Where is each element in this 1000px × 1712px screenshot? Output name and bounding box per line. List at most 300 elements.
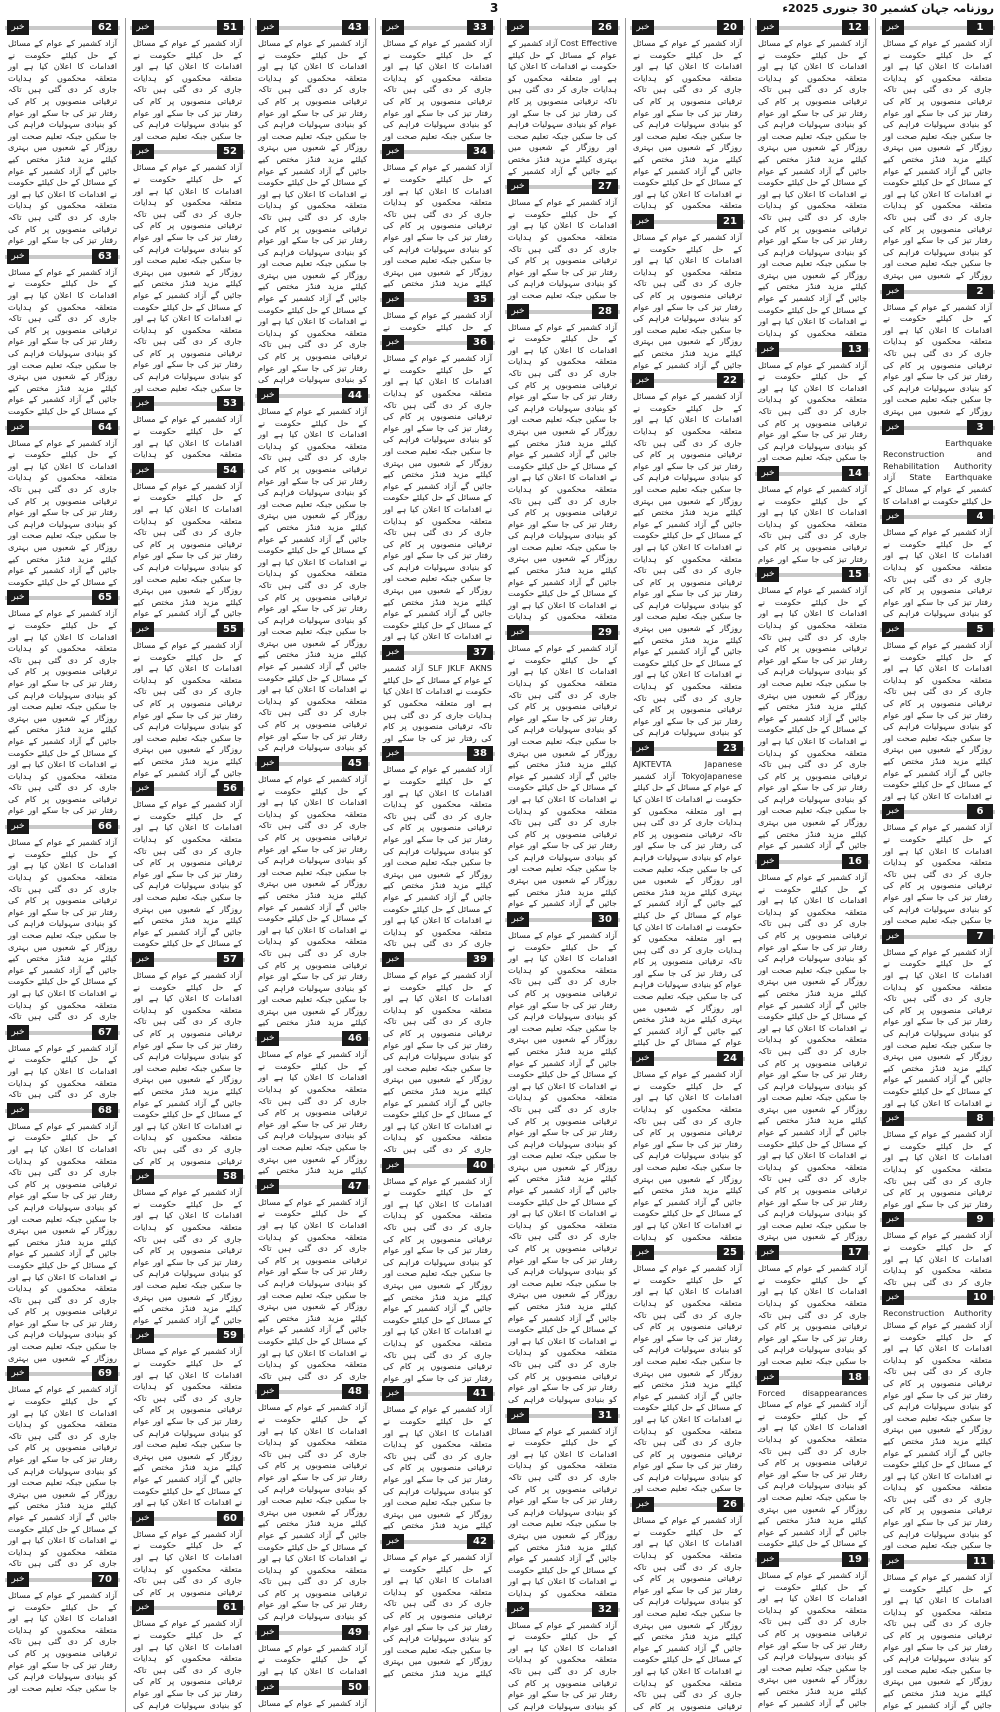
news-item-number: 24 [717,1051,743,1066]
news-item [130,620,245,779]
news-item-number: 68 [92,1103,118,1118]
news-item-number: 59 [217,1328,243,1343]
news-item-number: 18 [842,1370,868,1385]
section-mark-icon: خبر [507,1602,529,1617]
news-item [130,1509,245,1599]
news-item-body: آزاد کشمیر کے عوام کے مسائل کے حل کیلئے حکومت نے اقدامات کا اعلان کیا ہے اور متعلقہ محکموں کو ہدایات جاری کر دی گئی ہیں تاکہ ترقیاتی منصوبوں پر کام کی [133,1528,242,1597]
news-item-number: 11 [967,1554,993,1569]
news-item-number: 9 [967,1212,993,1227]
news-item-number: 55 [217,622,243,637]
news-item-number: 46 [342,1031,368,1046]
section-mark-icon: خبر [257,1384,279,1399]
news-item-number: 53 [217,396,243,411]
news-item-body: آزاد کشمیر کے عوام کے مسائل کے حل کیلئے حکومت نے اقدامات کا اعلان کیا ہے اور متعلقہ محکموں کو ہدایات جاری کر دی گئی ہیں تاکہ ترقیاتی منصوبوں پر کام کی رفتار تیز کی جا سکے اور عوام کو بنیادی سہولیات فراہم کی جا سکیں جبکہ تعلیم صحت اور [133,38,242,141]
section-mark-icon: خبر [257,756,279,771]
news-item-header [5,420,120,435]
news-item-number: 33 [467,20,493,35]
news-item-header [130,1328,245,1343]
news-item [380,333,495,643]
page-number: 3 [490,1,499,15]
news-item-header [505,1602,620,1617]
section-mark-icon: خبر [507,179,529,194]
news-item-number: 19 [842,1552,868,1567]
news-item [130,461,245,620]
news-item-header [505,625,620,640]
news-item-number: 20 [717,20,743,35]
news-item-body: آزاد کشمیر کے عوام کے مسائل کے حل کیلئے حکومت نے اقدامات کا اعلان کیا ہے اور متعلقہ محکموں کو ہدایات جاری کر دی گئی ہیں تاکہ ترقیاتی منصوبوں پر کام کی رفتار تیز کی جا سکے اور عوام کو بنیادی سہولیات فراہم کی جا سکیں جبکہ تعلیم صحت اور [8,1590,117,1693]
news-item-header [630,741,745,756]
news-item [505,177,620,301]
section-mark-icon: خبر [7,1572,29,1587]
news-item-number: 7 [967,929,993,944]
news-item [5,247,120,418]
news-column [130,18,245,1712]
news-item-body: آزاد کشمیر کے عوام کے مسائل کے حل کیلئے حکومت نے اقدامات کا اعلان کیا ہے اور متعلقہ محکموں کو ہدایات جاری کر دی گئی ہیں تاکہ ترقیاتی منصوبوں پر کام کی رفتار تیز کی جا سکے اور عوام کو بنیادی سہولیات فراہم کی جا سکیں جبکہ تعلیم صحت اور روزگار کے شعبوں میں بہتری کیلئے مزید فنڈز مختص کیے جائیں گے آزاد کشمیر کے عوام [133,480,242,619]
news-item-number: 16 [842,854,868,869]
news-item [880,18,995,282]
section-mark-icon: خبر [757,1370,779,1385]
news-item [5,18,120,247]
section-mark-icon: خبر [757,854,779,869]
column-divider [125,18,126,1712]
news-item-header [130,622,245,637]
section-mark-icon: خبر [382,746,404,761]
news-column [505,18,620,1712]
news-item-number: 28 [592,304,618,319]
news-item-header [255,1384,370,1399]
news-item [130,1167,245,1326]
news-item [880,418,995,508]
section-mark-icon: خبر [382,292,404,307]
news-item [880,620,995,802]
section-mark-icon: خبر [257,1625,279,1640]
section-mark-icon: خبر [132,1169,154,1184]
section-mark-icon: خبر [382,1158,404,1173]
news-item-body: آزاد کشمیر کے عوام کے مسائل کے حل کیلئے حکومت نے اقدامات کا اعلان کیا ہے اور متعلقہ محکموں کو ہدایات جاری کر دی گئی ہیں تاکہ ترقیاتی منصوبوں پر کام کی رفتار تیز کی جا سکے اور عوام کو بنیادی سہولیات فراہم کی جا سکیں جبکہ تعلیم صحت اور روزگار کے شعبوں میں بہتری کیلئے مزید فنڈز مختص کیے جائیں گے آزاد کشمیر کے عوام کے مسائل کے حل کیلئے حکومت نے اقدامات کا اعلان کیا ہے اور متعلقہ محکموں کو ہدایات جاری کر دی گئی ہیں تاکہ ترقیاتی منصوبوں پر کام کی رفتار تیز کی جا سکے اور عوام [383,1175,492,1383]
column-divider [625,18,626,1712]
news-item-body: آزاد کشمیر کے عوام کے مسائل کے حل کیلئے حکومت نے اقدامات کا اعلان کیا ہے اور متعلقہ محکموں کو ہدایات جاری کر دی گئی ہیں تاکہ ترقیاتی منصوبوں پر کام کی رفتار تیز کی جا سکے اور عوام کو بنیادی سہولیات فراہم کی جا سکیں جبکہ تعلیم صحت اور روزگار کے شعبوں میں بہتری کیلئے مزید فنڈز مختص کیے جائیں گے آزاد کشمیر کے عوام کے مسائل کے حل کیلئے حکومت نے اقدامات کا اعلان کیا ہے اور متعلقہ محکموں کو ہدایات جاری کر دی گئی ہیں تاکہ ترقیاتی منصوبوں پر کام کی رفتار تیز کی جا سکے اور عوام کو بنیادی سہولیات فراہم کی جا سکیں جبکہ تعلیم صحت اور روزگار کے شعبوں میں بہتری کیلئے مزید فنڈز مختص کیے جائیں گے آزاد کشمیر کے عوام کے مسائل کے حل کیلئے حکومت نے اقدامات کا اعلان کیا ہے اور متعلقہ محکموں کو ہدایات [758,38,867,338]
news-item-header [880,1290,995,1305]
news-item-number: 1 [967,20,993,35]
news-item-number: 26 [592,20,618,35]
news-item-header [130,952,245,967]
news-item-number: 22 [717,373,743,388]
news-item [505,1600,620,1712]
news-item [880,1210,995,1288]
section-mark-icon: خبر [382,1386,404,1401]
news-item [630,1243,745,1495]
news-item-body: Cost Effective آزاد کشمیر کے عوام کے مسائل کے حل کیلئے حکومت نے اقدامات کا اعلان کیا ہے اور متعلقہ محکموں کو ہدایات جاری کر دی گئی ہیں تاکہ ترقیاتی منصوبوں پر کام کی رفتار تیز کی جا سکے اور عوام کو بنیادی سہولیات فراہم کی جا سکیں جبکہ تعلیم صحت اور روزگار کے شعبوں میں بہتری کیلئے مزید فنڈز مختص کیے جائیں گے آزاد کشمیر کے [508,38,617,176]
section-mark-icon: خبر [132,396,154,411]
section-mark-icon: خبر [632,1051,654,1066]
section-mark-icon: خبر [507,1408,529,1423]
news-item [255,18,370,386]
news-item-number: 25 [717,1245,743,1260]
news-item-header [380,1534,495,1549]
news-item [255,1382,370,1622]
news-item-header [380,1386,495,1401]
news-item-body: آزاد کشمیر کے عوام کے مسائل کے حل کیلئے حکومت نے اقدامات کا اعلان کیا ہے اور متعلقہ محکموں کو ہدایات جاری کر دی گئی ہیں تاکہ ترقیاتی منصوبوں پر کام کی رفتار تیز کی جا سکے اور عوام کو بنیادی سہولیات فراہم کی جا سکیں جبکہ تعلیم صحت اور روزگار کے شعبوں میں بہتری کیلئے مزید فنڈز مختص کیے جائیں گے آزاد کشمیر کے عوام کے مسائل کے حل کیلئے حکومت نے اقدامات کا اعلان کیا ہے اور متعلقہ محکموں کو ہدایات جاری کر دی گئی ہیں تاکہ [383,764,492,949]
news-item [130,1326,245,1508]
section-mark-icon: خبر [757,1552,779,1567]
news-item-number: 66 [92,819,118,834]
news-item-header [880,622,995,637]
section-mark-icon: خبر [382,952,404,967]
news-item [505,1406,620,1600]
section-mark-icon: خبر [882,1111,904,1126]
news-item-number: 61 [217,1600,243,1615]
column-divider [375,18,376,1712]
news-item-number: 12 [842,20,868,35]
news-item-body: آزاد کشمیر کے عوام کے مسائل کے حل کیلئے حکومت نے اقدامات کا اعلان کیا ہے اور متعلقہ محکموں کو ہدایات جاری کر دی گئی ہیں تاکہ ترقیاتی منصوبوں پر کام کی رفتار تیز کی جا سکے اور عوام کو بنیادی سہولیات فراہم کی جا سکیں جبکہ تعلیم صحت اور روزگار کے شعبوں میں بہتری کیلئے مزید فنڈز مختص کیے جائیں گے آزاد کشمیر کے عوام کے مسائل کے حل کیلئے حکومت نے اقدامات کا اعلان کیا ہے اور متعلقہ محکموں کو ہدایات جاری کر دی گئی ہیں تاکہ [258,1196,367,1381]
news-item-body: آزاد کشمیر کے عوام کے مسائل کے حل کیلئے حکومت نے اقدامات کا اعلان کیا ہے اور متعلقہ محکموں کو ہدایات جاری کر دی گئی ہیں تاکہ ترقیاتی منصوبوں پر کام کی رفتار تیز کی جا سکے اور عوام کو بنیادی سہولیات فراہم کی جا سکیں جبکہ تعلیم صحت اور [883,822,992,926]
news-item-number: 5 [967,622,993,637]
news-item [255,1029,370,1177]
news-item-header [630,214,745,229]
news-column [255,18,370,1712]
news-item-header [5,1572,120,1587]
news-item-body: آزاد کشمیر کے عوام کے مسائل کے حل کیلئے حکومت نے اقدامات کا اعلان کیا ہے اور متعلقہ محکموں کو ہدایات جاری کر دی گئی ہیں تاکہ ترقیاتی منصوبوں پر کام کی رفتار تیز کی جا سکے اور عوام کو بنیادی سہولیات فراہم کی جا سکیں جبکہ تعلیم صحت اور روزگار کے شعبوں میں بہتری کیلئے مزید فنڈز مختص کیے جائیں گے آزاد کشمیر کے عوام کے مسائل کے حل کیلئے حکومت نے اقدامات کا اعلان کیا ہے اور متعلقہ محکموں کو ہدایات جاری کر دی گئی ہیں تاکہ ترقیاتی منصوبوں پر کام کی رفتار تیز کی جا سکے اور عوام کو بنیادی سہولیات فراہم کی جا سکیں جبکہ تعلیم صحت اور [133,162,242,393]
section-mark-icon: خبر [632,741,654,756]
news-item-header [5,1025,120,1040]
section-mark-icon: خبر [7,1103,29,1118]
section-mark-icon: خبر [757,1245,779,1260]
news-item-number: 38 [467,746,493,761]
section-mark-icon: خبر [132,1600,154,1615]
section-mark-icon: خبر [757,342,779,357]
news-item-header [130,396,245,411]
section-mark-icon: خبر [7,590,29,605]
news-item-body: آزاد کشمیر کے عوام کے مسائل کے حل کیلئے حکومت نے اقدامات کا اعلان کیا ہے اور متعلقہ محکموں کو ہدایات جاری کر دی گئی ہیں تاکہ ترقیاتی منصوبوں پر کام کی رفتار تیز کی جا سکے اور عوام کو بنیادی سہولیات فراہم کی جا سکیں جبکہ تعلیم صحت اور روزگار کے شعبوں میں بہتری کیلئے مزید فنڈز مختص کیے جائیں گے آزاد کشمیر کے عوام کے مسائل کے حل کیلئے حکومت نے اقدامات کا اعلان کیا ہے اور متعلقہ محکموں کو ہدایات جاری کر دی گئی ہیں تاکہ ترقیاتی منصوبوں پر کام کی [633,1515,742,1711]
news-item-body: آزاد کشمیر کے عوام کے مسائل کے حل کیلئے حکومت نے اقدامات کا اعلان کیا ہے اور متعلقہ محکموں کو ہدایات جاری کر دی گئی ہیں تاکہ ترقیاتی منصوبوں پر کام کی رفتار تیز کی جا سکے اور عوام کو بنیادی سہولیات فراہم کی جا سکیں جبکہ تعلیم صحت اور روزگار کے شعبوں میں بہتری کیلئے مزید فنڈز مختص کیے جائیں گے آزاد کشمیر کے عوام کے مسائل کے حل کیلئے حکومت نے اقدامات کا اعلان کیا ہے اور متعلقہ محکموں کو ہدایات [508,1425,617,1598]
section-mark-icon: خبر [7,819,29,834]
news-item-number: 10 [967,1290,993,1305]
news-item-number: 45 [342,756,368,771]
section-mark-icon: خبر [132,463,154,478]
news-item-number: 69 [92,1366,118,1381]
section-mark-icon: خبر [882,284,904,299]
news-item [130,394,245,460]
section-mark-icon: خبر [7,1025,29,1040]
news-item-header [630,1245,745,1260]
news-item-body: Earthquake Reconstruction and Rehabilitation Authority State Earthquake آزاد کشمیر کے عوام کے مسائل کے حل کیلئے حکومت نے اقدامات کا [883,437,992,506]
news-item [130,1598,245,1712]
news-item [255,386,370,754]
section-mark-icon: خبر [132,952,154,967]
news-item [5,588,120,817]
news-column [755,18,870,1712]
news-item-header [255,1625,370,1640]
news-item [130,779,245,950]
news-item-number: 36 [467,335,493,350]
news-item-header [880,20,995,35]
news-item [130,950,245,1167]
news-item-body: آزاد کشمیر کے عوام کے مسائل کے حل کیلئے حکومت نے اقدامات کا اعلان کیا ہے اور متعلقہ محکموں کو ہدایات جاری کر دی گئی ہیں تاکہ ترقیاتی منصوبوں پر کام کی رفتار تیز کی جا سکے اور عوام کو بنیادی سہولیات فراہم کی [133,1618,242,1710]
news-item-body: آزاد کشمیر کے عوام کے مسائل کے حل کیلئے حکومت نے اقدامات کا اعلان کیا ہے اور متعلقہ محکموں کو ہدایات جاری کر دی گئی ہیں تاکہ ترقیاتی منصوبوں پر کام کی رفتار تیز کی جا سکے اور عوام کو بنیادی سہولیات فراہم کی [508,1619,617,1711]
news-item-body: آزاد کشمیر کے عوام کے مسائل کے حل کیلئے حکومت نے اقدامات کا اعلان کیا ہے اور متعلقہ محکموں کو ہدایات جاری کر دی گئی ہیں تاکہ ترقیاتی منصوبوں پر کام کی رفتار تیز کی جا سکے اور عوام کو بنیادی سہولیات فراہم کی جا سکیں جبکہ تعلیم صحت اور روزگار کے شعبوں میں بہتری کیلئے مزید فنڈز مختص کیے جائیں گے آزاد کشمیر کے عوام کے مسائل کے حل کیلئے حکومت نے اقدامات کا اعلان کیا ہے اور متعلقہ محکموں کو ہدایات جاری کر دی گئی ہیں تاکہ ترقیاتی منصوبوں پر کام کی رفتار تیز کی جا سکے اور عوام [8,608,117,816]
news-column [380,18,495,1712]
news-item-header [130,144,245,159]
section-mark-icon: خبر [632,373,654,388]
news-item-header [130,463,245,478]
news-item [755,340,870,464]
news-item-header [755,20,870,35]
news-column [5,18,120,1712]
news-item-header [5,1366,120,1381]
news-item [255,1623,370,1678]
section-mark-icon: خبر [382,20,404,35]
news-item-body: Forced disappearances آزاد کشمیر کے عوام کے مسائل کے حل کیلئے حکومت نے اقدامات کا اعلان کیا ہے اور متعلقہ محکموں کو ہدایات جاری کر دی گئی ہیں تاکہ ترقیاتی منصوبوں پر کام کی رفتار تیز کی جا سکے اور عوام کو بنیادی سہولیات فراہم کی جا سکیں جبکہ تعلیم صحت اور روزگار کے شعبوں میں بہتری کیلئے مزید فنڈز مختص کیے جائیں گے آزاد کشمیر کے عوام کے مسائل کے حل کیلئے حکومت [758,1387,867,1549]
news-item [130,18,245,142]
news-item [630,371,745,739]
news-item [380,1532,495,1680]
news-item-number: 31 [592,1408,618,1423]
news-item-number: 52 [217,144,243,159]
news-item-header [505,179,620,194]
news-item-number: 17 [842,1245,868,1260]
news-item-body: آزاد کشمیر کے عوام کے مسائل کے حل کیلئے حکومت نے اقدامات کا اعلان کیا ہے اور متعلقہ محکموں کو ہدایات جاری کر دی گئی ہیں تاکہ ترقیاتی منصوبوں پر کام کی رفتار تیز کی جا سکے اور عوام کو بنیادی سہولیات فراہم کی جا سکیں جبکہ تعلیم صحت اور روزگار کے شعبوں میں بہتری کیلئے مزید فنڈز مختص کیے [383,162,492,289]
news-columns [0,18,1000,1712]
news-item-body: آزاد کشمیر کے عوام کے مسائل کے حل کیلئے حکومت نے اقدامات کا اعلان کیا ہے اور متعلقہ محکموں کو ہدایات جاری کر دی گئی ہیں تاکہ ترقیاتی منصوبوں پر کام کی رفتار تیز کی جا سکے اور عوام کو بنیادی سہولیات فراہم کی جا سکیں جبکہ تعلیم صحت اور روزگار کے شعبوں میں بہتری کیلئے مزید فنڈز مختص کیے جائیں گے آزاد کشمیر کے عوام کے مسائل کے حل کیلئے حکومت نے اقدامات کا اعلان کیا ہے اور متعلقہ محکموں کو ہدایات جاری کر دی گئی ہیں تاکہ ترقیاتی منصوبوں پر کام کی [133,970,242,1166]
news-item-body: آزاد کشمیر کے عوام کے مسائل کے حل کیلئے حکومت نے اقدامات کا اعلان کیا ہے اور متعلقہ محکموں کو ہدایات جاری کر دی گئی ہیں تاکہ ترقیاتی منصوبوں پر کام کی رفتار تیز کی جا سکے اور عوام کو بنیادی سہولیات فراہم کی جا سکیں جبکہ تعلیم صحت اور [758,359,867,463]
news-item [380,744,495,950]
news-item-number: 64 [92,420,118,435]
news-item-number: 54 [217,463,243,478]
page-header [0,0,1000,20]
news-item-number: 32 [592,1602,618,1617]
news-item-body: آزاد کشمیر کے عوام کے مسائل کے حل کیلئے حکومت نے اقدامات کا اعلان کیا ہے اور متعلقہ محکموں کو ہدایات جاری کر دی گئی ہیں تاکہ ترقیاتی منصوبوں پر کام کی رفتار تیز کی جا سکے اور عوام کو بنیادی سہولیات فراہم کی جا سکیں جبکہ تعلیم صحت اور روزگار کے شعبوں میں بہتری کیلئے مزید فنڈز مختص کیے [258,1049,367,1176]
section-mark-icon: خبر [132,622,154,637]
news-item-body: آزاد کشمیر کے عوام کے مسائل کے حل کیلئے حکومت نے اقدامات کا اعلان کیا ہے اور متعلقہ محکموں کو ہدایات جاری کر دی گئی ہیں تاکہ ترقیاتی منصوبوں پر کام کی رفتار تیز کی جا سکے اور عوام کو بنیادی سہولیات فراہم کی [883,527,992,619]
news-item-number: 23 [717,741,743,756]
section-mark-icon: خبر [882,1290,904,1305]
news-item-header [255,388,370,403]
news-item-number: 58 [217,1169,243,1184]
news-item-body: آزاد کشمیر کے عوام کے مسائل کے حل کیلئے حکومت نے اقدامات کا اعلان کیا ہے اور متعلقہ محکموں کو ہدایات جاری کر دی گئی ہیں تاکہ ترقیاتی منصوبوں پر کام کی رفتار تیز کی جا سکے اور عوام کو بنیادی سہولیات فراہم کی جا سکیں جبکہ تعلیم صحت اور روزگار کے شعبوں میں بہتری کیلئے مزید فنڈز مختص کیے جائیں گے آزاد کشمیر کے عوام [758,1570,867,1708]
section-mark-icon: خبر [7,249,29,264]
section-mark-icon: خبر [257,20,279,35]
news-item-header [130,1511,245,1526]
news-item-header [880,420,995,435]
section-mark-icon: خبر [632,1497,654,1512]
news-item [380,643,495,744]
news-item-number: 39 [467,952,493,967]
news-item-header [5,1103,120,1118]
section-mark-icon: خبر [132,1328,154,1343]
news-item [255,754,370,1029]
section-mark-icon: خبر [757,466,779,481]
section-mark-icon: خبر [132,20,154,35]
section-mark-icon: خبر [882,1212,904,1227]
section-mark-icon: خبر [382,645,404,660]
news-item-body: آزاد کشمیر کے عوام کے مسائل کے حل کیلئے حکومت نے اقدامات کا اعلان کیا ہے اور متعلقہ محکموں کو ہدایات جاری کر دی گئی ہیں تاکہ ترقیاتی منصوبوں پر کام کی رفتار تیز کی جا سکے اور عوام کو بنیادی سہولیات فراہم کی جا سکیں جبکہ تعلیم صحت اور روزگار کے شعبوں میں بہتری کیلئے مزید فنڈز مختص کیے جائیں گے آزاد کشمیر کے عوام کے مسائل کے حل کیلئے حکومت نے اقدامات کا اعلان کیا ہے اور متعلقہ محکموں کو ہدایات جاری کر دی گئی ہیں تاکہ ترقیاتی منصوبوں پر کام کی رفتار تیز کی جا سکے اور عوام کو بنیادی سہولیات فراہم کی جا سکیں جبکہ تعلیم صحت اور روزگار کے شعبوں میں بہتری کیلئے مزید فنڈز مختص کیے جائیں گے آزاد کشمیر کے عوام کے مسائل کے حل کیلئے حکومت نے اقدامات کا اعلان کیا ہے اور متعلقہ محکموں کو ہدایات جاری کر دی گئی ہیں تاکہ ترقیاتی منصوبوں پر کام کی رفتار تیز کی جا سکے اور عوام کو بنیادی سہولیات فراہم کی [633,391,742,738]
news-item [630,212,745,371]
news-item-header [505,912,620,927]
section-mark-icon: خبر [882,420,904,435]
news-item-body: آزاد کشمیر کے عوام کے مسائل کے حل کیلئے حکومت نے اقدامات کا اعلان کیا ہے اور متعلقہ محکموں کو ہدایات جاری کر دی گئی ہیں تاکہ [883,1230,992,1287]
news-item-body: آزاد کشمیر کے عوام کے مسائل کے حل کیلئے حکومت نے اقدامات کا اعلان کیا ہے اور متعلقہ محکموں کو ہدایات جاری کر دی گئی ہیں تاکہ ترقیاتی منصوبوں پر کام کی رفتار تیز کی جا سکے اور عوام کو بنیادی سہولیات فراہم کی جا سکیں جبکہ تعلیم صحت اور روزگار کے شعبوں میں بہتری کیلئے مزید فنڈز مختص کیے [383,1404,492,1531]
news-item-header [755,567,870,582]
news-item-header [880,1554,995,1569]
news-item-body: Reconstruction Authority آزاد کشمیر کے عوام کے مسائل کے حل کیلئے حکومت نے اقدامات کا اعلان کیا ہے اور متعلقہ محکموں کو ہدایات جاری کر دی گئی ہیں تاکہ ترقیاتی منصوبوں پر کام کی رفتار تیز کی جا سکے اور عوام کو بنیادی سہولیات فراہم کی جا سکیں جبکہ تعلیم صحت اور روزگار کے شعبوں میں بہتری کیلئے مزید فنڈز مختص کیے جائیں گے آزاد کشمیر کے عوام کے مسائل کے حل کیلئے حکومت نے اقدامات کا اعلان کیا ہے اور متعلقہ محکموں کو ہدایات جاری کر دی گئی ہیں تاکہ ترقیاتی منصوبوں پر کام کی رفتار تیز کی جا سکے اور عوام کو بنیادی سہولیات فراہم کی جا سکیں جبکہ تعلیم صحت اور [883,1308,992,1551]
masthead: روزنامہ جہان کشمیر 30 جنوری 2025ء [782,2,994,15]
news-column [880,18,995,1712]
news-item-body: آزاد کشمیر کے عوام کے مسائل کے حل کیلئے حکومت نے اقدامات کا اعلان کیا ہے اور متعلقہ محکموں کو ہدایات جاری کر دی گئی ہیں تاکہ ترقیاتی منصوبوں پر کام کی رفتار تیز کی جا سکے اور عوام کو بنیادی سہولیات فراہم کی جا سکیں جبکہ تعلیم صحت اور روزگار کے شعبوں میں بہتری کیلئے مزید فنڈز مختص کیے جائیں گے آزاد کشمیر کے عوام کے مسائل کے حل کیلئے حکومت نے اقدامات کا اعلان کیا ہے اور [883,640,992,801]
section-mark-icon: خبر [882,20,904,35]
news-item [5,817,120,1023]
column-divider [875,18,876,1712]
news-item-number: 57 [217,952,243,967]
news-item-number: 27 [592,179,618,194]
news-item-header [380,952,495,967]
news-item-number: 67 [92,1025,118,1040]
news-item-number: 41 [467,1386,493,1401]
news-item-body: آزاد کشمیر کے عوام کے مسائل کے حل کیلئے حکومت نے اقدامات کا اعلان کیا ہے اور متعلقہ محکموں کو ہدایات جاری کر دی گئی ہیں تاکہ ترقیاتی منصوبوں پر کام کی رفتار تیز کی جا سکے اور عوام کو بنیادی سہولیات فراہم کی جا سکیں جبکہ تعلیم صحت اور روزگار کے شعبوں میں بہتری کیلئے مزید فنڈز مختص کیے جائیں گے آزاد کشمیر کے عوام [633,232,742,370]
news-item [380,1156,495,1385]
column-divider [250,18,251,1712]
news-item-number: 47 [342,1179,368,1194]
section-mark-icon: خبر [757,567,779,582]
news-item-number: 6 [967,804,993,819]
news-item-header [630,1051,745,1066]
news-item-header [880,284,995,299]
column-divider [750,18,751,1712]
news-item-body: آزاد کشمیر کے عوام کے مسائل کے حل کیلئے حکومت نے اقدامات کا اعلان کیا ہے اور متعلقہ محکموں کو ہدایات جاری کر دی گئی ہیں تاکہ ترقیاتی منصوبوں پر کام کی رفتار تیز کی جا سکے اور عوام کو بنیادی سہولیات فراہم کی جا سکیں جبکہ تعلیم صحت اور روزگار کے شعبوں میں بہتری کیلئے مزید فنڈز مختص کیے جائیں گے آزاد کشمیر کے عوام کے مسائل کے حل کیلئے حکومت نے اقدامات کا اعلان کیا ہے اور متعلقہ محکموں کو ہدایات جاری کر دی گئی ہیں تاکہ ترقیاتی منصوبوں پر کام کی رفتار تیز کی جا سکے اور عوام کو بنیادی سہولیات فراہم کی جا سکیں جبکہ تعلیم صحت اور روزگار کے شعبوں میں بہتری کیلئے مزید فنڈز مختص کیے جائیں گے آزاد کشمیر کے عوام کے مسائل کے حل کیلئے حکومت نے اقدامات کا اعلان کیا ہے اور متعلقہ محکموں کو ہدایات جاری کر دی گئی ہیں تاکہ ترقیاتی منصوبوں پر کام کی رفتار تیز کی جا سکے اور عوام کو بنیادی سہولیات فراہم کی جا سکیں جبکہ تعلیم صحت اور روزگار کے شعبوں میں بہتری کیلئے مزید فنڈز مختص کیے جائیں گے آزاد کشمیر کے عوام کے مسائل کے حل کیلئے حکومت نے اقدامات کا اعلان کیا ہے اور متعلقہ محکموں کو ہدایات جاری کر دی گئی ہیں تاکہ ترقیاتی منصوبوں پر کام کی رفتار تیز کی جا سکے اور عوام کو بنیادی سہولیات فراہم کی [508,930,617,1404]
news-item-body: آزاد کشمیر کے عوام کے مسائل کے حل کیلئے حکومت نے اقدامات کا اعلان کیا ہے اور متعلقہ محکموں کو ہدایات جاری کر دی گئی ہیں تاکہ ترقیاتی منصوبوں پر کام کی رفتار تیز کی جا سکے اور عوام [758,484,867,564]
news-item [880,1552,995,1712]
news-item-number: 35 [467,292,493,307]
news-item-number: 60 [217,1511,243,1526]
news-item-body: آزاد کشمیر کے عوام کے مسائل کے حل کیلئے حکومت نے اقدامات کا اعلان کیا ہے اور متعلقہ محکموں کو ہدایات جاری کر دی گئی ہیں تاکہ ترقیاتی منصوبوں پر کام کی رفتار تیز کی جا سکے اور عوام کو بنیادی سہولیات فراہم کی جا سکیں جبکہ تعلیم صحت اور روزگار کے شعبوں میں بہتری کیلئے مزید فنڈز مختص کیے جائیں گے آزاد کشمیر کے عوام کے مسائل کے حل کیلئے حکومت نے اقدامات کا اعلان کیا ہے اور متعلقہ محکموں کو ہدایات جاری کر دی گئی ہیں تاکہ ترقیاتی منصوبوں پر کام کی رفتار تیز کی جا سکے اور عوام کو بنیادی سہولیات فراہم کی جا سکیں جبکہ تعلیم صحت اور روزگار کے شعبوں میں بہتری کیلئے مزید فنڈز مختص کیے جائیں گے آزاد کشمیر کے عوام کے مسائل کے حل کیلئے حکومت نے اقدامات کا اعلان کیا ہے اور متعلقہ محکموں کو ہدایات [508,321,617,622]
news-item [130,142,245,394]
news-item [380,950,495,1156]
news-item-body: آزاد کشمیر کے عوام کے مسائل کے حل کیلئے حکومت نے اقدامات کا اعلان کیا ہے اور متعلقہ محکموں کو ہدایات جاری کر دی گئی ہیں تاکہ ترقیاتی منصوبوں پر کام کی رفتار تیز کی جا سکے اور عوام کو بنیادی سہولیات فراہم کی جا سکیں جبکہ تعلیم صحت اور روزگار کے شعبوں میں بہتری کیلئے مزید فنڈز مختص کیے جائیں گے آزاد کشمیر کے عوام کے مسائل کے حل کیلئے حکومت نے اقدامات کا اعلان کیا ہے اور متعلقہ محکموں کو ہدایات جاری کر دی گئی ہیں تاکہ ترقیاتی منصوبوں پر کام کی رفتار تیز کی جا سکے اور عوام کو بنیادی سہولیات فراہم کی جا سکیں جبکہ تعلیم صحت اور روزگار کے شعبوں میں بہتری کیلئے مزید فنڈز مختص کیے [258,774,367,1028]
section-mark-icon: خبر [632,1245,654,1260]
news-item-header [755,1370,870,1385]
news-item [505,18,620,177]
section-mark-icon: خبر [257,1031,279,1046]
news-item-header [880,1111,995,1126]
column-divider [500,18,501,1712]
news-item-body: آزاد کشمیر کے عوام کے مسائل کے حل کیلئے حکومت نے اقدامات کا اعلان کیا ہے اور متعلقہ محکموں کو ہدایات جاری کر دی گئی ہیں تاکہ ترقیاتی منصوبوں پر کام کی رفتار تیز کی جا سکے اور عوام کو بنیادی سہولیات فراہم کی جا سکیں جبکہ تعلیم صحت اور روزگار کے شعبوں میں بہتری کیلئے مزید فنڈز مختص کیے جائیں گے آزاد کشمیر کے عوام کے مسائل کے حل کیلئے حکومت نے اقدامات کا اعلان کیا ہے اور متعلقہ محکموں کو ہدایات جاری کر دی گئی ہیں تاکہ ترقیاتی منصوبوں پر کام کی رفتار تیز کی جا سکے اور عوام کو بنیادی سہولیات فراہم کی جا سکیں جبکہ تعلیم صحت اور روزگار کے شعبوں میں بہتری کیلئے مزید فنڈز مختص کیے جائیں گے آزاد کشمیر کے عوام [508,643,617,909]
news-item-body: آزاد کشمیر کے عوام کے مسائل کے حل کیلئے حکومت نے اقدامات کا اعلان کیا ہے اور متعلقہ محکموں کو ہدایات جاری کر دی گئی ہیں تاکہ [8,1042,117,1100]
news-item [755,565,870,852]
news-item [880,927,995,1109]
news-item-body: آزاد کشمیر کے عوام کے مسائل کے حل کیلئے حکومت نے اقدامات کا اعلان کیا ہے اور متعلقہ محکموں کو ہدایات جاری کر دی گئی ہیں تاکہ ترقیاتی منصوبوں پر کام کی رفتار تیز کی جا سکے اور عوام کو بنیادی سہولیات فراہم کی جا سکیں جبکہ تعلیم صحت اور روزگار کے شعبوں میں بہتری کیلئے مزید فنڈز مختص کیے جائیں گے آزاد کشمیر کے عوام کے مسائل کے حل کیلئے حکومت [8,437,117,587]
news-item-number: 15 [842,567,868,582]
news-item-body: آزاد کشمیر کے عوام کے مسائل کے حل کیلئے حکومت نے اقدامات کا اعلان کیا ہے اور [258,1642,367,1676]
news-item [630,1495,745,1712]
news-item-body: آزاد کشمیر کے عوام کے مسائل کے حل کیلئے حکومت نے اقدامات کا اعلان کیا ہے اور متعلقہ محکموں کو ہدایات جاری کر دی گئی ہیں تاکہ ترقیاتی منصوبوں پر کام کی رفتار تیز کی جا سکے اور عوام کو بنیادی سہولیات فراہم کی جا سکیں جبکہ تعلیم صحت اور [758,1263,867,1366]
news-item-header [380,335,495,350]
news-item-header [755,854,870,869]
news-column [630,18,745,1712]
news-item-header [380,144,495,159]
section-mark-icon: خبر [7,420,29,435]
news-item-number: 2 [967,284,993,299]
news-item-header [505,304,620,319]
section-mark-icon: خبر [132,144,154,159]
news-item-header [130,781,245,796]
news-item [755,852,870,1243]
news-item-body: آزاد کشمیر کے عوام کے مسائل کے حل کیلئے حکومت نے اقدامات کا اعلان کیا ہے اور متعلقہ محکموں کو ہدایات جاری کر دی گئی ہیں تاکہ ترقیاتی منصوبوں پر کام کی رفتار تیز کی جا سکے اور عوام کو بنیادی سہولیات فراہم کی جا سکیں جبکہ تعلیم صحت اور روزگار کے شعبوں میں بہتری کیلئے مزید فنڈز مختص کیے جائیں گے آزاد کشمیر کے عوام کے مسائل کے حل کیلئے حکومت نے اقدامات کا اعلان کیا ہے اور متعلقہ محکموں کو ہدایات جاری کر دی گئی ہیں تاکہ ترقیاتی منصوبوں پر کام کی رفتار تیز کی جا سکے اور عوام کو بنیادی سہولیات فراہم کی جا سکیں جبکہ تعلیم صحت اور روزگار کے شعبوں میں بہتری کیلئے مزید فنڈز مختص کیے جائیں گے آزاد کشمیر کے عوام کے مسائل کے حل کیلئے حکومت نے اقدامات کا اعلان کیا ہے اور متعلقہ محکموں کو ہدایات جاری کر دی گئی ہیں تاکہ ترقیاتی منصوبوں پر کام کی رفتار تیز کی جا سکے اور عوام کو بنیادی سہولیات فراہم کی [258,406,367,753]
news-item-header [255,1179,370,1194]
news-item-header [755,466,870,481]
news-item-body: AJKTEVTA Japanese TokyoJapanese آزاد کشمیر کے عوام کے مسائل کے حل کیلئے حکومت نے اقدامات کا اعلان کیا ہے اور متعلقہ محکموں کو ہدایات جاری کر دی گئی ہیں تاکہ ترقیاتی منصوبوں پر کام کی رفتار تیز کی جا سکے اور عوام کو بنیادی سہولیات فراہم کی جا سکیں جبکہ تعلیم صحت اور روزگار کے شعبوں میں بہتری کیلئے مزید فنڈز مختص کیے جائیں گے آزاد کشمیر کے عوام کے مسائل کے حل کیلئے حکومت نے اقدامات کا اعلان کیا ہے اور متعلقہ محکموں کو ہدایات جاری کر دی گئی ہیں تاکہ ترقیاتی منصوبوں پر کام کی رفتار تیز کی جا سکے اور عوام کو بنیادی سہولیات فراہم کی جا سکیں جبکہ تعلیم صحت اور روزگار کے شعبوں میں بہتری کیلئے مزید فنڈز مختص کیے جائیں گے آزاد کشمیر کے عوام کے مسائل کے حل کیلئے [633,759,742,1048]
section-mark-icon: خبر [882,509,904,524]
news-item-number: 50 [342,1680,368,1695]
news-item-body: آزاد کشمیر کے عوام کے مسائل کے حل کیلئے حکومت نے اقدامات کا اعلان کیا ہے اور متعلقہ محکموں کو ہدایات جاری کر دی گئی ہیں تاکہ ترقیاتی منصوبوں پر کام کی رفتار تیز کی جا سکے اور عوام کو بنیادی سہولیات فراہم کی جا سکیں جبکہ تعلیم صحت اور روزگار کے شعبوں میں بہتری کیلئے مزید فنڈز مختص کیے جائیں گے آزاد کشمیر کے عوام کے مسائل کے حل کیلئے حکومت نے اقدامات کا اعلان کیا ہے اور [883,946,992,1108]
section-mark-icon: خبر [382,144,404,159]
news-item-number: 26 [717,1497,743,1512]
news-item-header [380,746,495,761]
news-item-header [5,249,120,264]
news-item-number: 21 [717,214,743,229]
news-item-number: 29 [592,625,618,640]
news-item [630,739,745,1049]
news-item-header [380,292,495,307]
news-item [880,1288,995,1552]
section-mark-icon: خبر [257,388,279,403]
news-item-number: 43 [342,20,368,35]
section-mark-icon: خبر [882,804,904,819]
news-item-header [255,1680,370,1695]
news-item-number: 3 [967,420,993,435]
news-item [755,464,870,565]
news-item [880,1109,995,1210]
news-item-body: آزاد کشمیر کے عوام کے مسائل کے حل کیلئے حکومت نے اقدامات کا اعلان کیا ہے اور متعلقہ محکموں کو ہدایات جاری کر دی گئی ہیں تاکہ ترقیاتی منصوبوں پر کام کی رفتار تیز کی جا سکے اور عوام کو بنیادی سہولیات فراہم کی جا سکیں جبکہ تعلیم صحت اور روزگار کے شعبوں میں بہتری کیلئے مزید فنڈز مختص کیے جائیں گے آزاد کشمیر کے عوام کے مسائل کے حل کیلئے حکومت نے اقدامات کا اعلان کیا ہے اور متعلقہ محکموں کو ہدایات جاری کر دی گئی ہیں تاکہ ترقیاتی منصوبوں پر کام کی رفتار تیز کی جا سکے اور عوام کو بنیادی سہولیات فراہم کی جا سکیں جبکہ تعلیم صحت اور روزگار کے شعبوں میں بہتری کیلئے مزید فنڈز مختص کیے جائیں گے آزاد کشمیر کے عوام کے مسائل کے حل کیلئے حکومت نے اقدامات کا اعلان کیا ہے اور متعلقہ محکموں کو ہدایات جاری کر دی گئی ہیں تاکہ ترقیاتی منصوبوں پر کام کی رفتار تیز کی جا سکے اور عوام کو بنیادی سہولیات فراہم کی جا سکیں جبکہ تعلیم صحت اور روزگار کے شعبوں میں بہتری [758,872,867,1242]
news-item [380,18,495,142]
news-item [755,1368,870,1550]
news-item-body: آزاد کشمیر کے عوام کے مسائل کے حل کیلئے حکومت نے [383,310,492,332]
news-item-number: 34 [467,144,493,159]
news-item-header [505,20,620,35]
news-item-header [630,1497,745,1512]
news-item-header [130,20,245,35]
news-item-number: 48 [342,1384,368,1399]
news-item-header [255,1031,370,1046]
news-item [5,418,120,589]
section-mark-icon: خبر [507,304,529,319]
news-item [5,1023,120,1101]
news-item-body: آزاد کشمیر کے عوام کے مسائل کے حل کیلئے حکومت نے اقدامات کا اعلان کیا ہے اور متعلقہ محکموں کو ہدایات جاری کر دی گئی ہیں تاکہ ترقیاتی منصوبوں پر کام کی رفتار تیز کی جا سکے اور عوام کو بنیادی سہولیات فراہم کی جا سکیں جبکہ تعلیم صحت اور روزگار کے شعبوں میں بہتری کیلئے مزید فنڈز مختص کیے جائیں گے آزاد کشمیر کے عوام [883,1572,992,1710]
section-mark-icon: خبر [257,1179,279,1194]
news-item [755,18,870,340]
section-mark-icon: خبر [382,335,404,350]
news-item-number: 13 [842,342,868,357]
news-item-body: آزاد کشمیر کے عوام کے مسائل کے حل کیلئے حکومت نے اقدامات کا اعلان کیا ہے اور متعلقہ محکموں کو ہدایات جاری کر دی گئی ہیں تاکہ ترقیاتی منصوبوں پر کام کی رفتار تیز کی جا سکے اور عوام کو بنیادی سہولیات فراہم کی جا سکیں جبکہ تعلیم صحت اور روزگار کے شعبوں میں بہتری کیلئے مزید فنڈز مختص کیے جائیں گے آزاد کشمیر کے عوام کے مسائل کے حل کیلئے حکومت نے اقدامات کا اعلان کیا ہے اور متعلقہ محکموں کو ہدایات جاری کر دی گئی ہیں تاکہ ترقیاتی منصوبوں پر کام کی رفتار تیز کی جا سکے اور عوام کو بنیادی سہولیات فراہم کی [258,1402,367,1622]
news-item [505,302,620,624]
news-item-header [130,1169,245,1184]
news-item-header [380,1158,495,1173]
section-mark-icon: خبر [632,214,654,229]
news-item [880,282,995,418]
news-item-body: آزاد کشمیر کے عوام کے مسائل کے حل کیلئے حکومت نے اقدامات کا اعلان کیا ہے اور متعلقہ محکموں کو ہدایات جاری کر دی گئی ہیں تاکہ ترقیاتی منصوبوں پر کام کی رفتار تیز کی جا سکے اور عوام کو بنیادی سہولیات فراہم کی جا سکیں جبکہ تعلیم صحت اور روزگار کے شعبوں میں بہتری [883,301,992,416]
news-item-body: آزاد کشمیر کے عوام کے مسائل کے حل کیلئے حکومت نے اقدامات کا اعلان کیا ہے اور متعلقہ محکموں کو ہدایات جاری کر دی گئی ہیں تاکہ ترقیاتی منصوبوں پر کام کی رفتار تیز کی جا سکے اور عوام کو بنیادی سہولیات فراہم کی جا سکیں جبکہ تعلیم صحت اور روزگار کے شعبوں میں بہتری کیلئے مزید فنڈز مختص کیے جائیں گے آزاد کشمیر کے عوام کے مسائل کے حل کیلئے حکومت نے اقدامات کا اعلان کیا ہے اور متعلقہ محکموں کو ہدایات جاری کر دی گئی ہیں تاکہ ترقیاتی منصوبوں پر کام کی رفتار تیز کی جا سکے اور عوام [8,38,117,246]
news-item-body: SLF JKLF AKNS آزاد کشمیر کے عوام کے مسائل کے حل کیلئے حکومت نے اقدامات کا اعلان کیا ہے اور متعلقہ محکموں کو ہدایات جاری کر دی گئی ہیں تاکہ ترقیاتی منصوبوں پر کام کی رفتار تیز کی جا سکے اور [383,663,492,743]
news-item-body: آزاد کشمیر کے عوام کے مسائل کے حل کیلئے حکومت نے اقدامات کا اعلان کیا ہے اور متعلقہ محکموں کو ہدایات جاری کر دی گئی ہیں تاکہ ترقیاتی منصوبوں پر کام کی رفتار تیز کی جا سکے اور عوام کو بنیادی سہولیات فراہم کی جا سکیں جبکہ تعلیم صحت اور روزگار کے شعبوں میں بہتری کیلئے مزید فنڈز مختص کیے جائیں گے آزاد کشمیر کے عوام کے مسائل کے حل کیلئے حکومت [133,799,242,949]
news-item-number: 62 [92,20,118,35]
news-item-number: 40 [467,1158,493,1173]
news-item-body: آزاد کشمیر کے عوام کے مسائل [258,1697,367,1708]
news-item-body: آزاد کشمیر کے عوام کے مسائل کے حل کیلئے حکومت نے اقدامات کا اعلان کیا ہے اور متعلقہ محکموں کو ہدایات جاری کر دی گئی ہیں تاکہ ترقیاتی منصوبوں پر کام کی رفتار تیز کی جا سکے اور عوام کو بنیادی سہولیات فراہم کی جا سکیں جبکہ تعلیم صحت اور روزگار کے شعبوں میں بہتری کیلئے مزید فنڈز مختص کیے جائیں گے آزاد کشمیر کے عوام کے مسائل کے حل کیلئے حکومت نے اقدامات کا اعلان کیا ہے اور متعلقہ محکموں کو ہدایات [633,1069,742,1242]
section-mark-icon: خبر [132,1511,154,1526]
section-mark-icon: خبر [882,622,904,637]
news-item-body: آزاد کشمیر کے عوام کے مسائل کے حل کیلئے حکومت نے اقدامات کا اعلان کیا ہے اور متعلقہ محکموں کو ہدایات جاری کر دی گئی ہیں تاکہ ترقیاتی منصوبوں پر کام کی رفتار تیز کی جا سکے اور عوام کو بنیادی سہولیات فراہم کی جا سکیں جبکہ تعلیم صحت اور روزگار کے شعبوں میں بہتری کیلئے مزید فنڈز مختص کیے جائیں گے آزاد کشمیر کے عوام کے مسائل کے حل کیلئے حکومت [8,266,117,416]
news-item-body: آزاد کشمیر کے عوام کے مسائل کے حل کیلئے حکومت نے اقدامات کا اعلان کیا ہے اور متعلقہ محکموں کو ہدایات جاری کر دی گئی ہیں تاکہ ترقیاتی منصوبوں پر کام کی رفتار تیز کی جا سکے اور عوام کو بنیادی سہولیات فراہم کی جا سکیں جبکہ تعلیم صحت اور روزگار کے شعبوں میں بہتری کیلئے مزید فنڈز مختص کیے جائیں گے آزاد کشمیر کے عوام کے مسائل کے حل کیلئے حکومت نے اقدامات کا اعلان کیا ہے اور متعلقہ محکموں کو ہدایات جاری کر دی گئی ہیں تاکہ [383,970,492,1154]
news-item-header [630,20,745,35]
news-item-body: آزاد کشمیر کے عوام کے مسائل کے حل کیلئے حکومت نے اقدامات کا اعلان کیا ہے اور متعلقہ محکموں کو ہدایات جاری کر دی گئی ہیں تاکہ ترقیاتی منصوبوں پر کام کی رفتار تیز کی جا سکے اور عوام کو بنیادی سہولیات فراہم کی جا سکیں جبکہ تعلیم صحت اور روزگار کے شعبوں میں بہتری کیلئے مزید فنڈز مختص کیے جائیں گے آزاد کشمیر کے عوام [133,1187,242,1325]
